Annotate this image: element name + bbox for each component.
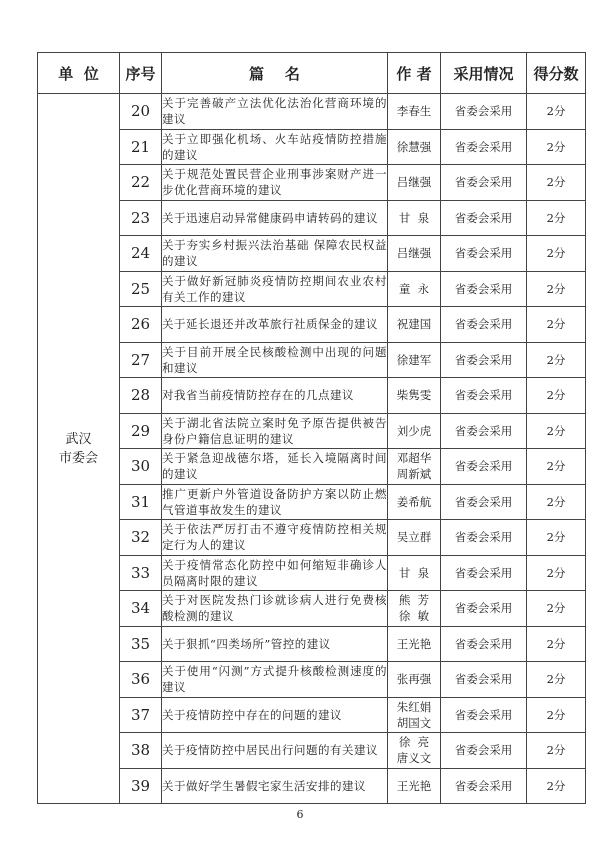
status-cell: 省委会采用 (441, 555, 527, 591)
score-cell: 2分 (527, 307, 586, 343)
title-cell: 关于完善破产立法优化法治化营商环境的建议 (162, 94, 388, 130)
title-cell: 关于紧急迎战德尔塔，延长入境隔离时间的建议 (162, 449, 388, 485)
title-cell: 关于迅速启动异常健康码申请转码的建议 (162, 200, 388, 236)
author-cell (388, 697, 441, 733)
author-cell (388, 626, 441, 662)
table-row (38, 413, 586, 449)
status-cell: 省委会采用 (441, 733, 527, 769)
score-cell: 2分 (527, 697, 586, 733)
table-row (38, 165, 586, 201)
title-cell: 关于做好学生暑假宅家生活安排的建议 (162, 768, 388, 804)
status-cell: 省委会采用 (441, 271, 527, 307)
header-author: 作 者 (388, 53, 441, 94)
table-row (38, 129, 586, 165)
table-row (38, 449, 586, 485)
seq-cell: 34 (120, 591, 162, 627)
seq-cell: 36 (120, 662, 162, 698)
author-name: 张再强 (396, 672, 432, 687)
score-cell: 2分 (527, 768, 586, 804)
title-cell: 关于使用“闪测”方式提升核酸检测速度的建议 (162, 662, 388, 698)
seq-cell: 35 (120, 626, 162, 662)
author-cell (388, 484, 441, 520)
table-row (38, 378, 586, 414)
author-name: 吕继强 (396, 175, 432, 190)
author-name: 王光艳 (396, 636, 432, 651)
title-cell: 关于立即强化机场、火车站疫情防控措施的建议 (162, 129, 388, 165)
score-cell: 2分 (527, 342, 586, 378)
status-cell: 省委会采用 (441, 342, 527, 378)
seq-cell: 20 (120, 94, 162, 130)
status-cell: 省委会采用 (441, 449, 527, 485)
seq-cell: 32 (120, 520, 162, 556)
author-name: 李春生 (396, 104, 432, 119)
author-cell (388, 378, 441, 414)
status-cell: 省委会采用 (441, 307, 527, 343)
score-cell: 2分 (527, 555, 586, 591)
title-cell: 对我省当前疫情防控存在的几点建议 (162, 378, 388, 414)
author-name: 柴隽雯 (396, 388, 432, 403)
title-cell: 关于狠抓“四类场所”管控的建议 (162, 626, 388, 662)
author-name: 甘 泉 (398, 210, 430, 225)
author-name: 熊 芳 (398, 593, 430, 608)
header-title: 篇 名 (162, 53, 388, 94)
table-row (38, 307, 586, 343)
table-row (38, 271, 586, 307)
seq-cell: 22 (120, 165, 162, 201)
table-row (38, 555, 586, 591)
author-name: 吴立群 (396, 530, 432, 545)
status-cell: 省委会采用 (441, 129, 527, 165)
seq-cell: 25 (120, 271, 162, 307)
title-cell: 关于对医院发热门诊就诊病人进行免费核酸检测的建议 (162, 591, 388, 627)
title-cell: 推广更新户外管道设备防护方案以防止燃气管道事故发生的建议 (162, 484, 388, 520)
seq-cell: 27 (120, 342, 162, 378)
header-seq: 序号 (120, 53, 162, 94)
author-name: 唐义文 (396, 751, 432, 766)
author-name: 甘 泉 (398, 565, 430, 580)
author-cell (388, 129, 441, 165)
title-cell: 关于做好新冠肺炎疫情防控期间农业农村有关工作的建议 (162, 271, 388, 307)
table-row (38, 484, 586, 520)
author-cell (388, 165, 441, 201)
status-cell: 省委会采用 (441, 520, 527, 556)
score-cell: 2分 (527, 662, 586, 698)
page-number: 6 (296, 808, 304, 821)
seq-cell: 37 (120, 697, 162, 733)
score-cell: 2分 (527, 733, 586, 769)
seq-cell: 33 (120, 555, 162, 591)
score-cell: 2分 (527, 378, 586, 414)
author-name: 胡国文 (396, 715, 432, 730)
table-row (38, 591, 586, 627)
score-cell: 2分 (527, 413, 586, 449)
seq-cell: 23 (120, 200, 162, 236)
score-cell: 2分 (527, 591, 586, 627)
author-cell (388, 200, 441, 236)
author-cell (388, 520, 441, 556)
author-name: 祝建国 (396, 317, 432, 332)
score-cell: 2分 (527, 236, 586, 272)
status-cell: 省委会采用 (441, 697, 527, 733)
score-cell: 2分 (527, 626, 586, 662)
author-name: 徐 亮 (398, 735, 430, 750)
table-row (38, 520, 586, 556)
header-status: 采用情况 (441, 53, 527, 94)
author-cell (388, 94, 441, 130)
seq-cell: 28 (120, 378, 162, 414)
table-row (38, 200, 586, 236)
table-row (38, 626, 586, 662)
header-unit: 单 位 (38, 53, 120, 94)
table-row (38, 733, 586, 769)
author-cell (388, 342, 441, 378)
score-cell: 2分 (527, 449, 586, 485)
seq-cell: 21 (120, 129, 162, 165)
seq-cell: 26 (120, 307, 162, 343)
author-cell (388, 413, 441, 449)
status-cell: 省委会采用 (441, 591, 527, 627)
author-name: 朱红娟 (396, 699, 432, 714)
status-cell: 省委会采用 (441, 484, 527, 520)
title-cell: 关于夯实乡村振兴法治基础 保障农民权益的建议 (162, 236, 388, 272)
status-cell: 省委会采用 (441, 413, 527, 449)
author-name: 徐建军 (396, 352, 432, 367)
status-cell: 省委会采用 (441, 165, 527, 201)
author-cell (388, 307, 441, 343)
header-row (38, 53, 586, 94)
table-row (38, 236, 586, 272)
author-cell (388, 768, 441, 804)
seq-cell: 24 (120, 236, 162, 272)
unit-cell: 武汉 市委会 (38, 94, 120, 804)
status-cell: 省委会采用 (441, 378, 527, 414)
author-name: 徐慧强 (396, 139, 432, 154)
score-cell: 2分 (527, 165, 586, 201)
proposal-table (37, 52, 586, 804)
author-name: 王光艳 (396, 778, 432, 793)
title-cell: 关于疫情常态化防控中如何缩短非确诊人员隔离时限的建议 (162, 555, 388, 591)
title-cell: 关于规范处置民营企业刑事涉案财产进一步优化营商环境的建议 (162, 165, 388, 201)
author-cell (388, 271, 441, 307)
author-name: 姜希航 (396, 494, 432, 509)
table-row (38, 662, 586, 698)
status-cell: 省委会采用 (441, 626, 527, 662)
table-row (38, 342, 586, 378)
score-cell: 2分 (527, 484, 586, 520)
header-score: 得分数 (527, 53, 586, 94)
score-cell: 2分 (527, 129, 586, 165)
status-cell: 省委会采用 (441, 768, 527, 804)
author-cell (388, 449, 441, 485)
title-cell: 关于目前开展全民核酸检测中出现的问题和建议 (162, 342, 388, 378)
score-cell: 2分 (527, 200, 586, 236)
title-cell: 关于疫情防控中居民出行问题的有关建议 (162, 733, 388, 769)
status-cell: 省委会采用 (441, 200, 527, 236)
status-cell: 省委会采用 (441, 94, 527, 130)
seq-cell: 39 (120, 768, 162, 804)
seq-cell: 31 (120, 484, 162, 520)
author-cell (388, 733, 441, 769)
seq-cell: 29 (120, 413, 162, 449)
table-row (38, 768, 586, 804)
seq-cell: 30 (120, 449, 162, 485)
score-cell: 2分 (527, 271, 586, 307)
author-name: 刘少虎 (396, 423, 432, 438)
status-cell: 省委会采用 (441, 236, 527, 272)
author-name: 周新斌 (396, 467, 432, 482)
title-cell: 关于依法严厉打击不遵守疫情防控相关规定行为人的建议 (162, 520, 388, 556)
author-name: 邓超华 (396, 451, 432, 466)
author-name: 童 永 (398, 281, 430, 296)
score-cell: 2分 (527, 520, 586, 556)
score-cell: 2分 (527, 94, 586, 130)
title-cell: 关于延长退还并改革旅行社质保金的建议 (162, 307, 388, 343)
author-cell (388, 662, 441, 698)
author-cell (388, 591, 441, 627)
table-row (38, 94, 586, 130)
author-cell (388, 236, 441, 272)
status-cell: 省委会采用 (441, 662, 527, 698)
author-cell (388, 555, 441, 591)
author-name: 吕继强 (396, 246, 432, 261)
title-cell: 关于疫情防控中存在的问题的建议 (162, 697, 388, 733)
author-name: 徐 敏 (398, 609, 430, 624)
seq-cell: 38 (120, 733, 162, 769)
table-row (38, 697, 586, 733)
title-cell: 关于湖北省法院立案时免予原告提供被告身份户籍信息证明的建议 (162, 413, 388, 449)
